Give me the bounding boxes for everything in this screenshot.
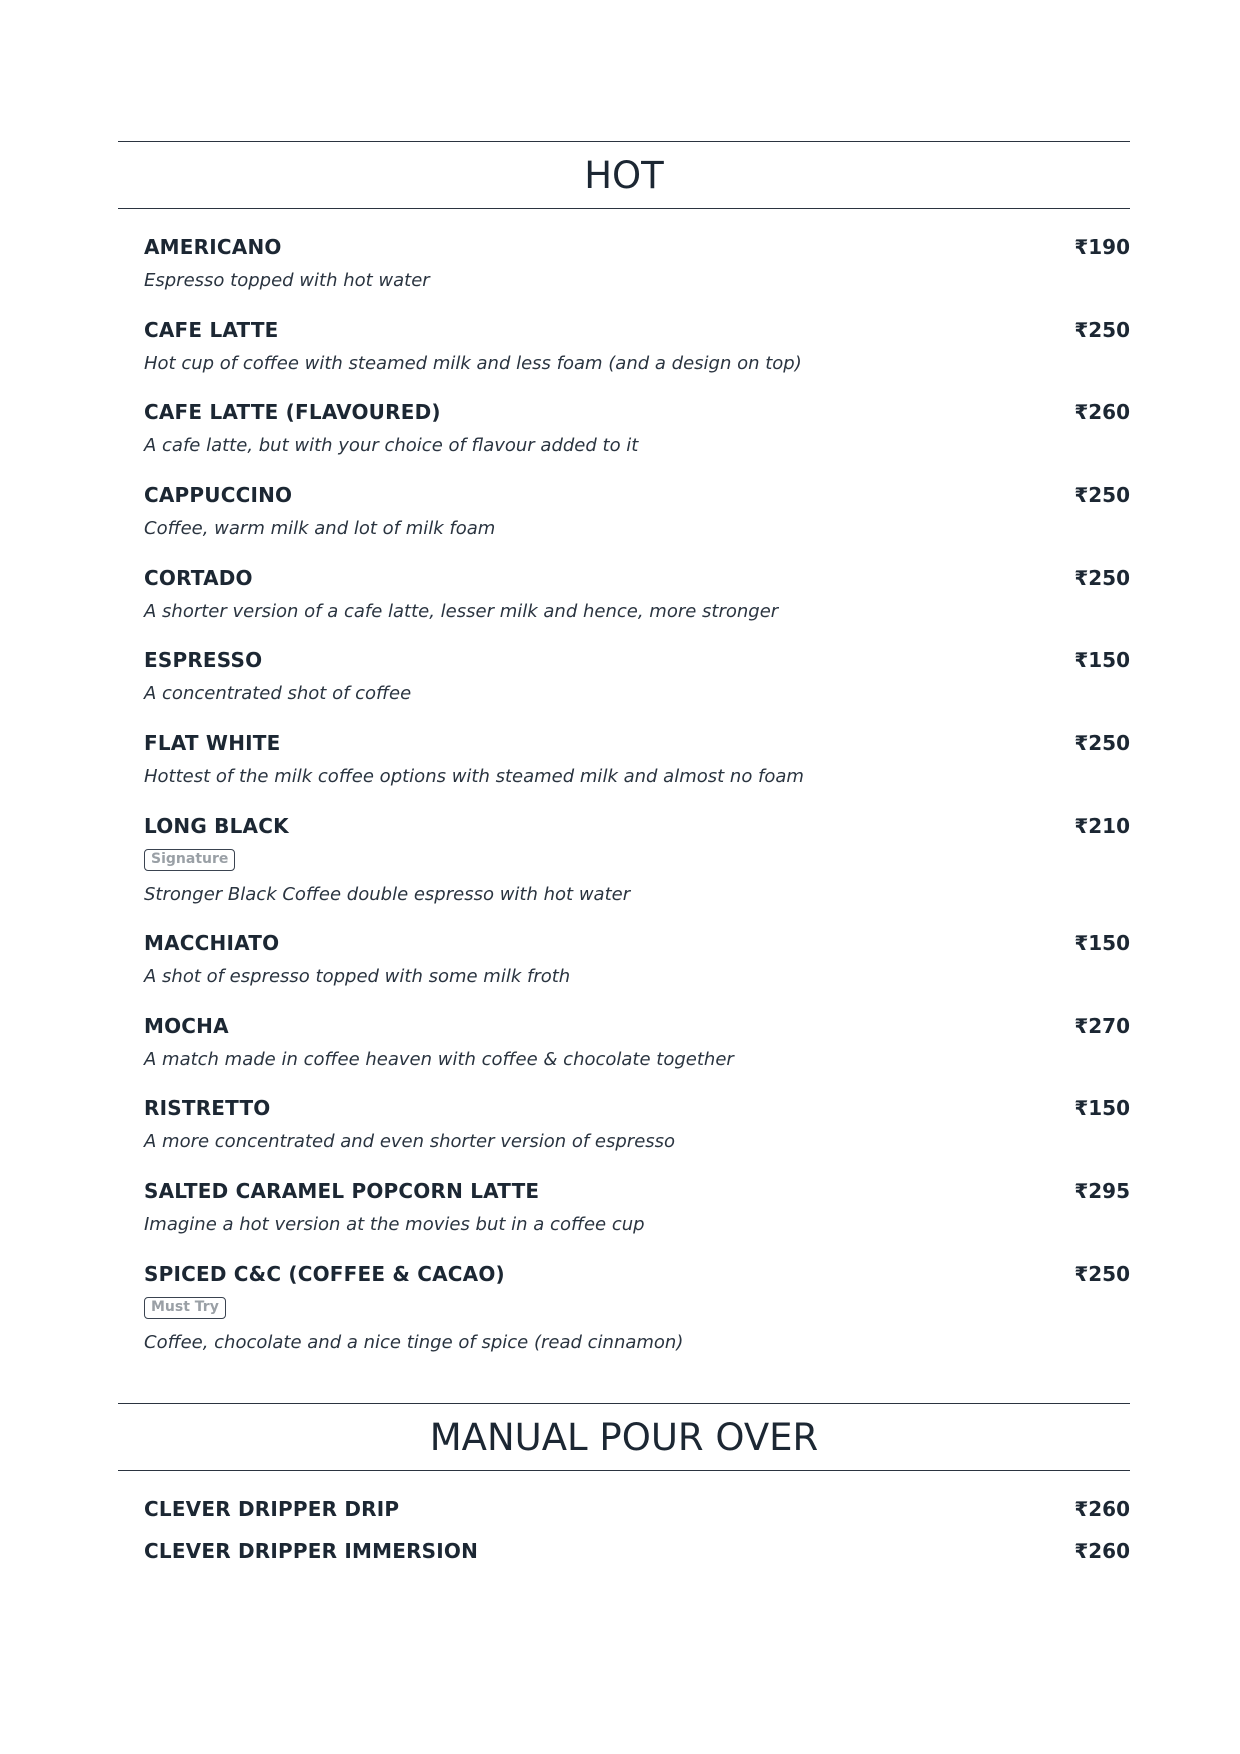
- menu-item: [144, 1096, 1130, 1152]
- item-price: ₹250: [1074, 1262, 1130, 1286]
- item-name: FLAT WHITE: [144, 731, 281, 755]
- menu-item: [144, 731, 1130, 787]
- item-name: CORTADO: [144, 566, 253, 590]
- section-title: MANUAL POUR OVER: [429, 1415, 819, 1459]
- item-name: CLEVER DRIPPER DRIP: [144, 1497, 400, 1521]
- menu-item: [144, 648, 1130, 704]
- item-price: ₹295: [1074, 1179, 1130, 1203]
- item-name: CAFE LATTE (FLAVOURED): [144, 400, 441, 424]
- item-name: SALTED CARAMEL POPCORN LATTE: [144, 1179, 540, 1203]
- item-price: ₹150: [1074, 931, 1130, 955]
- item-description: Stronger Black Coffee double espresso with hot water: [144, 884, 631, 905]
- item-name: CAPPUCCINO: [144, 483, 293, 507]
- menu-item: [144, 1179, 1130, 1235]
- item-price: ₹270: [1074, 1014, 1130, 1038]
- item-price: ₹250: [1074, 483, 1130, 507]
- item-description: Hottest of the milk coffee options with steamed milk and almost no foam: [144, 766, 804, 787]
- item-name: LONG BLACK: [144, 814, 289, 838]
- item-name: MOCHA: [144, 1014, 229, 1038]
- section-title: HOT: [584, 153, 664, 197]
- item-description: A concentrated shot of coffee: [144, 683, 412, 704]
- item-name: MACCHIATO: [144, 931, 280, 955]
- item-description: Hot cup of coffee with steamed milk and less foam (and a design on top): [144, 353, 802, 374]
- item-description: A cafe latte, but with your choice of flavour added to it: [144, 435, 639, 456]
- menu-item: [144, 1262, 1130, 1353]
- section-header-hot: [118, 141, 1130, 209]
- menu-item: [144, 1014, 1130, 1070]
- item-price: ₹260: [1074, 400, 1130, 424]
- item-description: A shot of espresso topped with some milk froth: [144, 966, 571, 987]
- menu-item: [144, 814, 1130, 905]
- item-price: ₹250: [1074, 566, 1130, 590]
- menu-item: [144, 235, 1130, 291]
- item-price: ₹250: [1074, 318, 1130, 342]
- item-name: AMERICANO: [144, 235, 282, 259]
- menu-item: [144, 1539, 1130, 1565]
- item-description: A match made in coffee heaven with coffee & chocolate together: [144, 1049, 734, 1070]
- item-name: CLEVER DRIPPER IMMERSION: [144, 1539, 479, 1563]
- item-description: A more concentrated and even shorter version of espresso: [144, 1131, 676, 1152]
- section-header-manual-pour-over: [118, 1403, 1130, 1471]
- item-description: Imagine a hot version at the movies but in a coffee cup: [144, 1214, 645, 1235]
- item-name: CAFE LATTE: [144, 318, 279, 342]
- item-name: SPICED C&C (COFFEE & CACAO): [144, 1262, 505, 1286]
- menu-item: [144, 400, 1130, 456]
- menu-item: [144, 931, 1130, 987]
- menu-item: [144, 1497, 1130, 1523]
- item-price: ₹260: [1074, 1497, 1130, 1521]
- item-price: ₹150: [1074, 1096, 1130, 1120]
- item-name: RISTRETTO: [144, 1096, 271, 1120]
- item-price: ₹150: [1074, 648, 1130, 672]
- item-price: ₹210: [1074, 814, 1130, 838]
- item-description: Coffee, warm milk and lot of milk foam: [144, 518, 496, 539]
- item-description: Espresso topped with hot water: [144, 270, 430, 291]
- item-name: ESPRESSO: [144, 648, 263, 672]
- item-price: ₹250: [1074, 731, 1130, 755]
- menu-item: [144, 566, 1130, 622]
- menu-item: [144, 318, 1130, 374]
- item-description: A shorter version of a cafe latte, lesser milk and hence, more stronger: [144, 601, 779, 622]
- signature-badge: Signature: [144, 849, 235, 871]
- item-price: ₹260: [1074, 1539, 1130, 1563]
- item-description: Coffee, chocolate and a nice tinge of spice (read cinnamon): [144, 1332, 684, 1353]
- must-try-badge: Must Try: [144, 1297, 226, 1319]
- menu-item: [144, 483, 1130, 539]
- item-price: ₹190: [1074, 235, 1130, 259]
